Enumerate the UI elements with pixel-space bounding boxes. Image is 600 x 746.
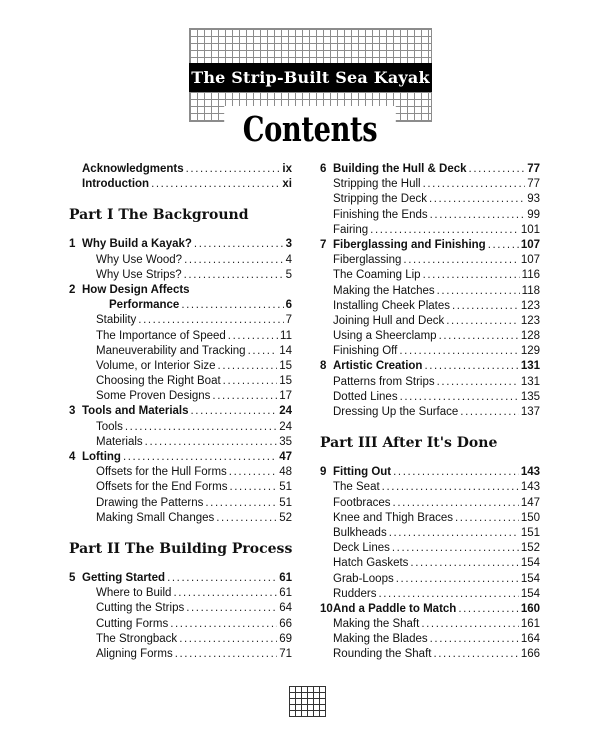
toc-section: Offsets for the End Forms ..... 51	[69, 480, 292, 495]
toc-section: Dressing Up the Surface ..... 137	[320, 405, 540, 420]
toc-section: Grab-Loops ..... 154	[320, 572, 540, 587]
toc-section: The Strongback ..... 69	[69, 632, 292, 647]
toc-section: Fairing ..... 101	[320, 223, 540, 238]
toc-section: Cutting the Strips ..... 64	[69, 601, 292, 616]
book-title-banner	[189, 63, 432, 92]
toc-chapter-continued: Performance ..... 6	[69, 298, 292, 313]
toc-section: Hatch Gaskets ..... 154	[320, 556, 540, 571]
toc-section: Where to Build ..... 61	[69, 586, 292, 601]
toc-section: Joining Hull and Deck ..... 123	[320, 314, 540, 329]
toc-section: Offsets for the Hull Forms ..... 48	[69, 465, 292, 480]
toc-chapter: 9 Fitting Out ..... 143	[320, 465, 540, 480]
toc-section: Why Use Wood? ..... 4	[69, 253, 292, 268]
part-heading: Part III After It's Done	[320, 435, 498, 452]
toc-section: Choosing the Right Boat ..... 15	[69, 374, 292, 389]
toc-section: Knee and Thigh Braces ..... 150	[320, 511, 540, 526]
toc-section: Bulkheads ..... 151	[320, 526, 540, 541]
toc-section: Making Small Changes ..... 52	[69, 511, 292, 526]
toc-chapter: 7 Fiberglassing and Finishing ..... 107	[320, 238, 540, 253]
toc-section: Why Use Strips? ..... 5	[69, 268, 292, 283]
toc-chapter: 6 Building the Hull & Deck ..... 77	[320, 162, 540, 177]
toc-section: Stripping the Hull ..... 77	[320, 177, 540, 192]
toc-chapter: 5 Getting Started ..... 61	[69, 571, 292, 586]
toc-chapter: 8 Artistic Creation ..... 131	[320, 359, 540, 374]
toc-front-entry: Acknowledgments ..... ix	[69, 162, 292, 177]
toc-section: Some Proven Designs ..... 17	[69, 389, 292, 404]
toc-section: Deck Lines ..... 152	[320, 541, 540, 556]
toc-section: Installing Cheek Plates ..... 123	[320, 299, 540, 314]
toc-section: Maneuverability and Tracking ..... 14	[69, 344, 292, 359]
toc-section: Making the Hatches ..... 118	[320, 284, 540, 299]
toc-section: Rudders ..... 154	[320, 587, 540, 602]
contents-heading: Contents	[224, 106, 396, 154]
toc-right-column	[320, 162, 540, 663]
toc-chapter: 4 Lofting ..... 47	[69, 450, 292, 465]
footer-grid-ornament	[289, 686, 326, 717]
toc-section: Stability ..... 7	[69, 313, 292, 328]
toc-section: The Importance of Speed ..... 11	[69, 329, 292, 344]
toc-chapter: 2 How Design Affects	[69, 283, 190, 296]
part-heading: Part I The Background	[69, 207, 249, 224]
toc-section: Materials ..... 35	[69, 435, 292, 450]
toc-section: Making the Blades ..... 164	[320, 632, 540, 647]
toc-section: Stripping the Deck ..... 93	[320, 192, 540, 207]
part-heading: Part II The Building Process	[69, 540, 293, 557]
toc-section: Finishing Off ..... 129	[320, 344, 540, 359]
book-title: The Strip-Built Sea Kayak	[191, 68, 430, 87]
toc-section: Finishing the Ends ..... 99	[320, 208, 540, 223]
toc-left-column	[69, 162, 292, 662]
toc-section: Cutting Forms ..... 66	[69, 617, 292, 632]
toc-section: Making the Shaft ..... 161	[320, 617, 540, 632]
toc-chapter: 10 And a Paddle to Match ..... 160	[320, 602, 540, 617]
toc-section: The Coaming Lip ..... 116	[320, 268, 540, 283]
toc-section: Footbraces ..... 147	[320, 496, 540, 511]
toc-section: The Seat ..... 143	[320, 480, 540, 495]
toc-section: Tools ..... 24	[69, 420, 292, 435]
toc-section: Patterns from Strips ..... 131	[320, 375, 540, 390]
toc-section: Drawing the Patterns ..... 51	[69, 496, 292, 511]
toc-section: Dotted Lines ..... 135	[320, 390, 540, 405]
toc-section: Fiberglassing ..... 107	[320, 253, 540, 268]
toc-section: Volume, or Interior Size ..... 15	[69, 359, 292, 374]
toc-section: Rounding the Shaft ..... 166	[320, 647, 540, 662]
toc-chapter: 3 Tools and Materials ..... 24	[69, 404, 292, 419]
toc-section: Aligning Forms ..... 71	[69, 647, 292, 662]
toc-section: Using a Sheerclamp ..... 128	[320, 329, 540, 344]
toc-chapter: 1 Why Build a Kayak? ..... 3	[69, 237, 292, 252]
toc-front-entry: Introduction ..... xi	[69, 177, 292, 192]
